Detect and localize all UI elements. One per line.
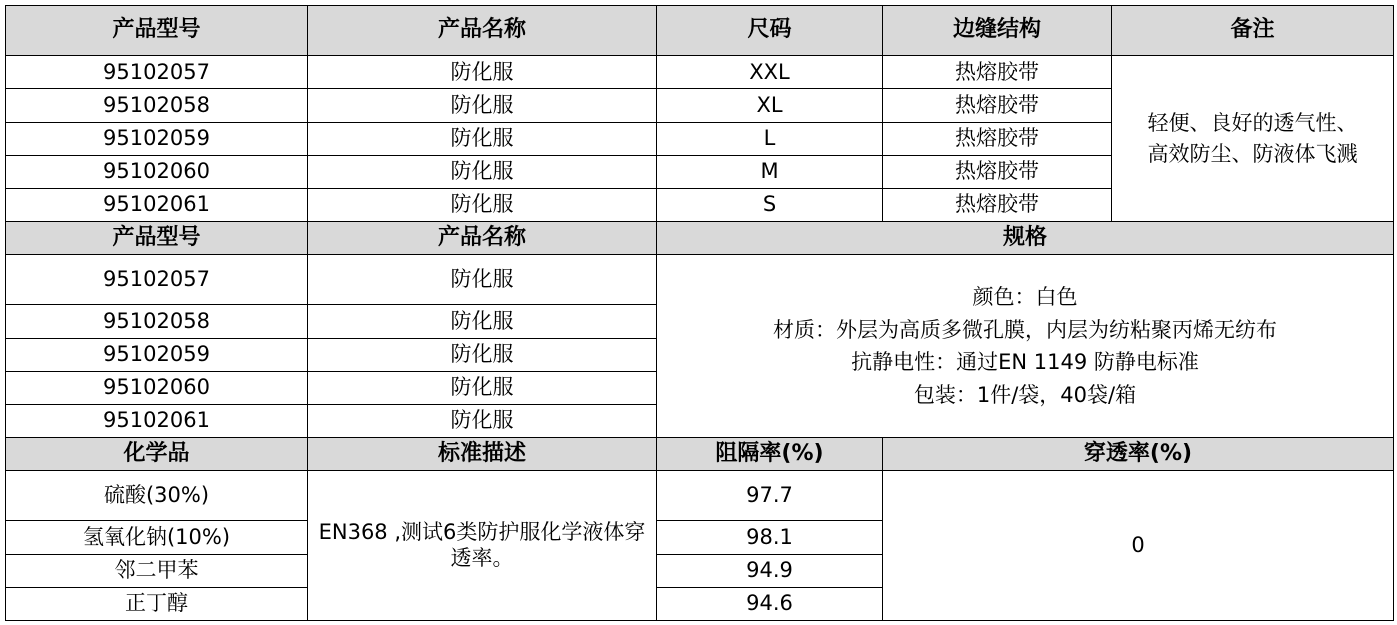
barrier-rate-cell: 97.7 — [657, 471, 883, 521]
product-code-cell: 95102057 — [6, 56, 308, 89]
chemical-cell: 硫酸(30%) — [6, 471, 308, 521]
header-product-code: 产品型号 — [6, 6, 308, 56]
header-specification: 规格 — [657, 222, 1394, 255]
header-chemical: 化学品 — [6, 438, 308, 471]
barrier-rate-cell: 94.9 — [657, 554, 883, 587]
header-product-name: 产品名称 — [308, 6, 657, 56]
size-cell: XXL — [657, 56, 883, 89]
size-cell: M — [657, 155, 883, 188]
spec-material-line: 材质：外层为高质多微孔膜，内层为纺粘聚丙烯无纺布 — [773, 317, 1277, 342]
header-remarks: 备注 — [1112, 6, 1394, 56]
spec-antistatic-line: 抗静电性：通过EN 1149 防静电标准 — [851, 350, 1199, 375]
product-code-cell: 95102060 — [6, 155, 308, 188]
seam-cell: 热熔胶带 — [883, 155, 1112, 188]
product-name-cell: 防化服 — [308, 371, 657, 404]
product-name-cell: 防化服 — [308, 188, 657, 221]
product-name-cell: 防化服 — [308, 255, 657, 305]
header-product-code: 产品型号 — [6, 222, 308, 255]
section3-header-row — [6, 438, 1394, 471]
specification-cell — [657, 255, 1394, 438]
header-barrier-rate: 阻隔率(%) — [657, 438, 883, 471]
product-code-cell: 95102061 — [6, 404, 308, 437]
product-name-cell: 防化服 — [308, 305, 657, 338]
header-product-name: 产品名称 — [308, 222, 657, 255]
standard-description-cell: EN368 ,测试6类防护服化学液体穿透率。 — [308, 471, 657, 621]
product-code-cell: 95102059 — [6, 338, 308, 371]
header-seam-structure: 边缝结构 — [883, 6, 1112, 56]
product-name-cell: 防化服 — [308, 155, 657, 188]
size-cell: XL — [657, 89, 883, 122]
seam-cell: 热熔胶带 — [883, 122, 1112, 155]
section2-header-row — [6, 222, 1394, 255]
product-code-cell: 95102060 — [6, 371, 308, 404]
table-row — [6, 56, 1394, 89]
barrier-rate-cell: 94.6 — [657, 587, 883, 620]
size-cell: S — [657, 188, 883, 221]
product-code-cell: 95102057 — [6, 255, 308, 305]
product-name-cell: 防化服 — [308, 338, 657, 371]
table-row — [6, 471, 1394, 521]
section1-header-row — [6, 6, 1394, 56]
header-size: 尺码 — [657, 6, 883, 56]
chemical-cell: 正丁醇 — [6, 587, 308, 620]
header-standard-description: 标准描述 — [308, 438, 657, 471]
chemical-cell: 氢氧化钠(10%) — [6, 521, 308, 554]
product-name-cell: 防化服 — [308, 89, 657, 122]
remarks-cell — [1112, 56, 1394, 222]
spec-color-line: 颜色：白色 — [972, 285, 1078, 309]
size-cell: L — [657, 122, 883, 155]
seam-cell: 热熔胶带 — [883, 56, 1112, 89]
barrier-rate-cell: 98.1 — [657, 521, 883, 554]
remarks-line: 轻便、良好的透气性、 — [1147, 111, 1358, 136]
chemical-cell: 邻二甲苯 — [6, 554, 308, 587]
product-name-cell: 防化服 — [308, 56, 657, 89]
product-code-cell: 95102059 — [6, 122, 308, 155]
product-code-cell: 95102061 — [6, 188, 308, 221]
seam-cell: 热熔胶带 — [883, 188, 1112, 221]
product-code-cell: 95102058 — [6, 89, 308, 122]
product-spec-table — [5, 5, 1394, 621]
seam-cell: 热熔胶带 — [883, 89, 1112, 122]
product-name-cell: 防化服 — [308, 122, 657, 155]
product-name-cell: 防化服 — [308, 404, 657, 437]
product-code-cell: 95102058 — [6, 305, 308, 338]
header-penetration-rate: 穿透率(%) — [883, 438, 1394, 471]
table-row — [6, 255, 1394, 305]
remarks-line: 高效防尘、防液体飞溅 — [1147, 141, 1358, 166]
spec-packaging-line: 包装：1件/袋，40袋/箱 — [913, 382, 1137, 407]
penetration-rate-cell: 0 — [883, 471, 1394, 621]
